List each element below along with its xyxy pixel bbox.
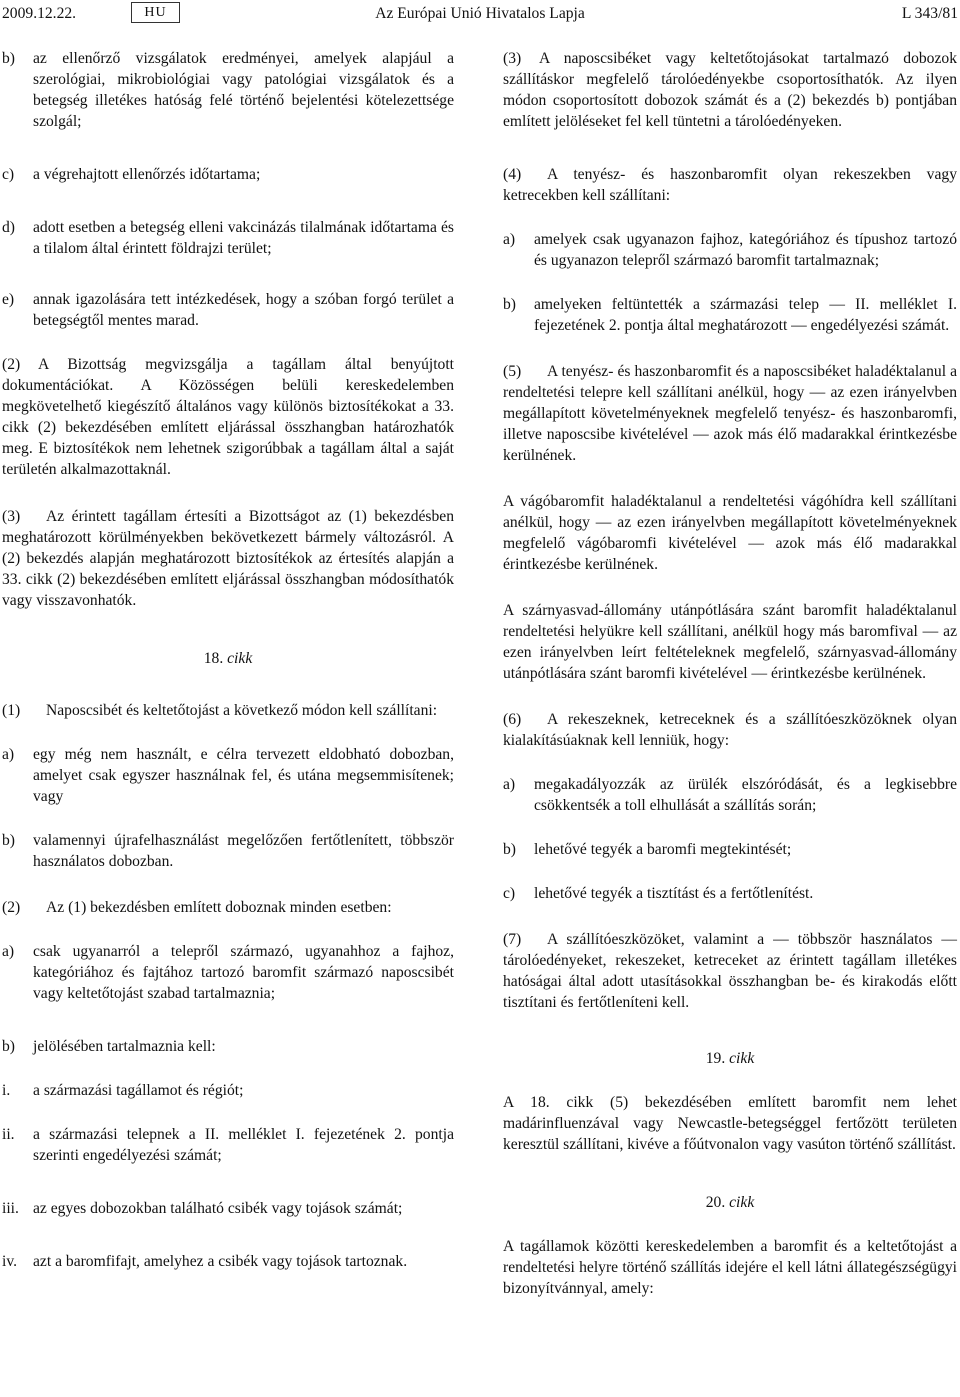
paragraph-text: A rekeszeknek, ketreceknek és a szállítóeszközöknek olyan kialakításúaknak kell lenniük, hogy: bbox=[503, 711, 957, 749]
paragraph-4-item-b bbox=[503, 294, 957, 336]
article-20-heading: 20. cikk bbox=[705, 1194, 755, 1211]
paragraph-text: A tenyész- és haszonbaromfit és a naposcsibéket haladéktalanul a rendeltetési telepre kell szállítani anélkül, hogy — az ezen irányelvben megállapított követelményeknek megfelelő tenyész- és haszonbaromfi, illetve naposcsibe kivételével — azok más élő madarakkal érintkezésbe kerülnének. bbox=[503, 363, 957, 464]
item-text: adott esetben a betegség elleni vakcinázás tilalmának időtartama és a tilalom által érintett földrajzi terület; bbox=[33, 219, 454, 257]
subitem-ii bbox=[2, 1124, 454, 1166]
item-text: amelyek csak ugyanazon fajhoz, kategóriához és típushoz tartozó és ugyanazon telepről származó baromfit tartalmaznak; bbox=[534, 231, 957, 269]
list-item-d bbox=[2, 217, 454, 259]
item-text: lehetővé tegyék a tisztítást és a fertőtlenítést. bbox=[534, 885, 814, 902]
subitem-text: a származási tagállamot és régiót; bbox=[33, 1082, 244, 1099]
item-label: b) bbox=[2, 1038, 15, 1055]
paragraph-number: (6) bbox=[503, 711, 522, 728]
paragraph-number: (4) bbox=[503, 166, 522, 183]
item-text: lehetővé tegyék a baromfi megtekintését; bbox=[534, 841, 792, 858]
item-text: annak igazolására tett intézkedések, hogy a szóban forgó terület a betegségtől mentes marad. bbox=[33, 291, 454, 329]
subitem-label: i. bbox=[2, 1082, 11, 1099]
item-text: jelölésében tartalmaznia kell: bbox=[33, 1038, 216, 1055]
paragraph-number: (3) bbox=[2, 508, 21, 525]
item-text: az ellenőrző vizsgálatok eredményei, amelyek alapjául a szerológiai, mikrobiológiai vagy patológiai vizsgálatok és a betegség illetékes hatóság felé történő bejelentési kötelezettsége szolgál; bbox=[33, 50, 454, 130]
subitem-label: ii. bbox=[2, 1126, 15, 1143]
paragraph-text: A tenyész- és haszonbaromfit olyan rekeszekben vagy ketrecekben kell szállítani: bbox=[503, 166, 957, 204]
paragraph-4 bbox=[503, 164, 957, 206]
article-18-paragraph-1 bbox=[2, 700, 454, 721]
subitem-label: iii. bbox=[2, 1200, 19, 1217]
subitem-iv bbox=[2, 1251, 454, 1272]
article-18-2-item-b bbox=[2, 1036, 454, 1057]
paragraph-5-second: A vágóbaromfit haladéktalanul a rendeltetési vágóhídra kell szállítani anélkül, hogy — az ezen irányelvben megállapított követelményeknek megfelelő vágóbaromfi kivételével — azok más élő madarakkal érintkezésbe kerülnének. bbox=[503, 493, 957, 573]
article-18-1-item-a bbox=[2, 744, 454, 807]
subitem-i bbox=[2, 1080, 454, 1101]
page-header bbox=[0, 2, 960, 26]
item-text: csak ugyanarról a telepről származó, ugyanahhoz a fajhoz, kategóriához és fajtához tartozó baromfit származó naposcsibét vagy keltetőtojást szabad tartalmaznia; bbox=[33, 943, 454, 1002]
paragraph-text: Az érintett tagállam értesíti a Bizottságot az (1) bekezdésben meghatározott körülményekben bekövetkezett bármely változásról. A (2) bekezdés alapján meghatározott biztosítékok az értesítés alapján a 33. cikk (2) bekezdésében említett eljárással összhangban módosíthatók vagy visszavonhatók. bbox=[2, 508, 454, 609]
header-date: 2009.12.22. bbox=[2, 5, 77, 22]
item-label: b) bbox=[503, 296, 516, 313]
item-label: b) bbox=[2, 832, 15, 849]
item-label: b) bbox=[2, 50, 15, 67]
item-text: a végrehajtott ellenőrzés időtartama; bbox=[33, 166, 261, 183]
article-18-1-item-b bbox=[2, 830, 454, 872]
subitem-text: az egyes dobozokban található csibék vagy tojások számát; bbox=[33, 1200, 403, 1217]
article-18-paragraph-2 bbox=[2, 897, 454, 918]
list-item-e bbox=[2, 289, 454, 331]
article-18-2-item-a bbox=[2, 941, 454, 1004]
paragraph-text: A Bizottság megvizsgálja a tagállam által benyújtott dokumentációkat. A Közösségen belüli kereskedelemben megkövetelhető kiegészítő általános vagy különös biztosítékokat a 33. cikk (2) bekezdésében említett eljárással összhangban határozhatók meg. E biztosítékok nem lehetnek szigorúbbak a tagállam által a saját területén alkalmazottaknál. bbox=[2, 356, 454, 478]
paragraph-4-item-a bbox=[503, 229, 957, 271]
paragraph-number: (5) bbox=[503, 363, 522, 380]
item-label: e) bbox=[2, 291, 15, 308]
subitem-iii bbox=[2, 1198, 454, 1219]
item-label: a) bbox=[503, 776, 516, 793]
subitem-text: azt a baromfifajt, amelyhez a csibék vagy tojások tartoznak. bbox=[33, 1253, 408, 1270]
paragraph-2 bbox=[2, 354, 454, 480]
paragraph-number: (2) bbox=[2, 899, 21, 916]
header-journal-title: Az Európai Unió Hivatalos Lapja bbox=[375, 5, 585, 22]
paragraph-5-third: A szárnyasvad-állomány utánpótlására szánt baromfit haladéktalanul rendeltetési helyükre kell szállítani, anélkül hogy más baromfival — az ezen irányelvben leírt feltételeknek megfelelő, szárnyasvad-állomány utánpótlására szánt baromfi kivételével — érintkezésbe kerülnének. bbox=[503, 602, 957, 682]
right-column bbox=[503, 48, 957, 1299]
item-text: valamennyi újrafelhasználást megelőzően fertőtlenített, többször használatos dobozban. bbox=[33, 832, 454, 870]
paragraph-text: Az (1) bekezdésben említett doboznak minden esetben: bbox=[46, 899, 392, 916]
paragraph-6-item-b bbox=[503, 839, 957, 860]
article-20-text: A tagállamok közötti kereskedelemben a baromfit és a keltetőtojást a rendeltetési helyre történő szállítás idejére el kell látni állategészségügyi bizonyítvánnyal, amely: bbox=[503, 1238, 957, 1297]
subitem-label: iv. bbox=[2, 1253, 18, 1270]
paragraph-6-item-a bbox=[503, 774, 957, 816]
header-language-box: HU bbox=[131, 2, 180, 23]
paragraph-3 bbox=[2, 506, 454, 611]
paragraph-7 bbox=[503, 929, 957, 1013]
paragraph-text: A szállítóeszközöket, valamint a — többször használatos — tárolóedényeket, rekeszeket, ketreceket az érintett tagállam illetékes hatóságai által adott utasításokkal összhangban be- és kirakodás előtt tisztítani és fertőtleníteni kell. bbox=[503, 931, 957, 1011]
paragraph-number: (1) bbox=[2, 702, 21, 719]
paragraph-6 bbox=[503, 709, 957, 751]
paragraph-text: Naposcsibét és keltetőtojást a következő módon kell szállítani: bbox=[46, 702, 438, 719]
article-18-heading: 18. cikk bbox=[203, 650, 253, 667]
paragraph-text: A naposcsibéket vagy keltetőtojásokat tartalmazó dobozok szállításkor megfelelő tárolóedényekbe csoportosíthatók. Az ilyen módon csoportosított dobozok számát és a (2) bekezdés b) pontjában említett jelöléseket fel kell tüntetni a tárolóedényeken. bbox=[503, 50, 957, 130]
paragraph-number: (3) bbox=[503, 50, 522, 67]
paragraph-number: (2) bbox=[2, 356, 21, 373]
list-item-b bbox=[2, 48, 454, 132]
subitem-text: a származási telepnek a II. melléklet I. fejezetének 2. pontja szerinti engedélyezési számát; bbox=[33, 1126, 454, 1164]
article-19-text: A 18. cikk (5) bekezdésében említett baromfit nem lehet madárinfluenzával vagy Newcastle-betegséggel fertőzött területen keresztül szállítani, kivéve a főútvonalon vagy vasúton történő szállítást. bbox=[503, 1094, 957, 1153]
list-item-c bbox=[2, 164, 454, 185]
item-label: a) bbox=[2, 746, 15, 763]
article-19-heading: 19. cikk bbox=[705, 1050, 755, 1067]
item-label: d) bbox=[2, 219, 15, 236]
item-text: egy még nem használt, e célra tervezett eldobható dobozban, amelyet csak egyszer használnak fel, és utána megsemmisítenek; vagy bbox=[33, 746, 454, 805]
item-label: b) bbox=[503, 841, 516, 858]
item-label: c) bbox=[2, 166, 15, 183]
paragraph-3-right bbox=[503, 48, 957, 132]
header-page-number: L 343/81 bbox=[901, 5, 958, 22]
paragraph-6-item-c bbox=[503, 883, 957, 904]
paragraph-5 bbox=[503, 361, 957, 466]
item-text: amelyeken feltüntették a származási telep — II. melléklet I. fejezetének 2. pontja által meghatározott — engedélyezési számát. bbox=[534, 296, 957, 334]
item-label: c) bbox=[503, 885, 516, 902]
left-column bbox=[2, 48, 454, 1272]
item-label: a) bbox=[503, 231, 516, 248]
paragraph-number: (7) bbox=[503, 931, 522, 948]
item-label: a) bbox=[2, 943, 15, 960]
item-text: megakadályozzák az ürülék elszóródását, és a legkisebbre csökkentsék a toll elhullását a szállítás során; bbox=[534, 776, 957, 814]
